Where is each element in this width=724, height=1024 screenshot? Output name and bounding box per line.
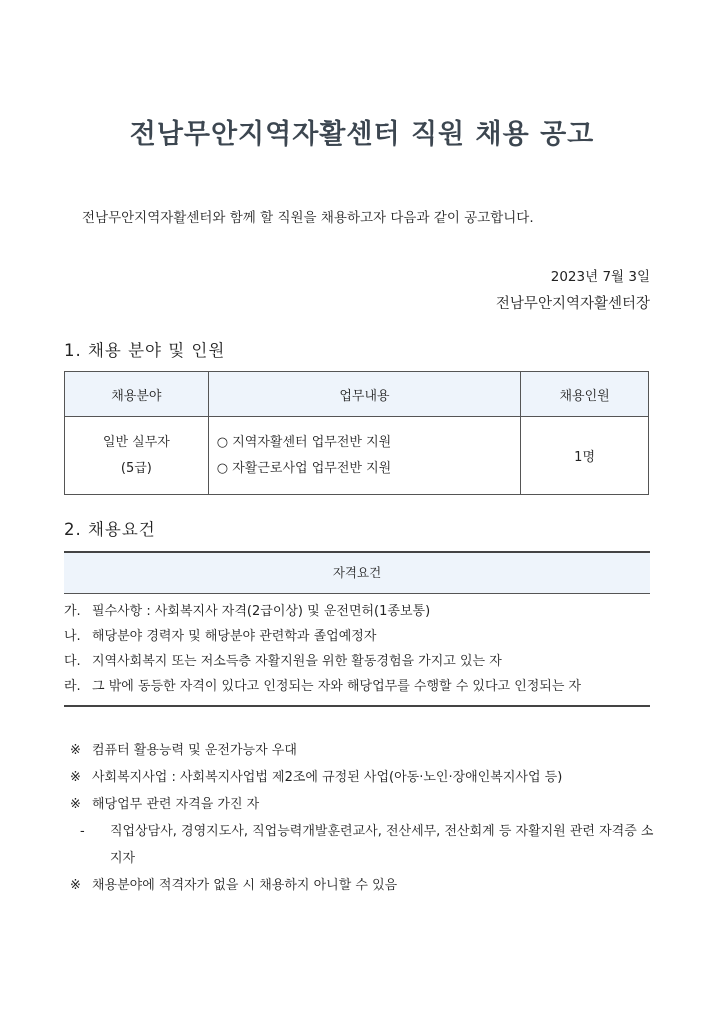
field-grade: (5급): [120, 460, 152, 476]
recruitment-table: [64, 371, 649, 495]
qualification-header: 자격요건: [64, 553, 650, 594]
item-marker: 다.: [64, 654, 81, 669]
item-text: 필수사항 : 사회복지사 자격(2급이상) 및 운전면허(1종보통): [92, 604, 431, 619]
item-text: 지역사회복지 또는 저소득층 자활지원을 위한 활동경험을 가지고 있는 자: [92, 654, 502, 669]
issuer-name: 전남무안지역자활센터장: [495, 296, 650, 312]
note-text: 컴퓨터 활용능력 및 운전가능자 우대: [92, 743, 297, 758]
cell-duties: [208, 417, 520, 495]
table-header-row: [65, 372, 649, 417]
item-text: 그 밖에 동등한 자격이 있다고 인정되는 자와 해당업무를 수행할 수 있다고 인정되는 자: [92, 679, 582, 694]
duty-item: ○ 자활근로사업 업무전반 지원: [216, 460, 392, 476]
page-title: 전남무안지역자활센터 직원 채용 공고: [129, 119, 595, 150]
note-item: [70, 791, 660, 818]
list-item: [64, 649, 650, 674]
duty-item: ○ 지역자활센터 업무전반 지원: [216, 434, 392, 450]
item-text: 해당분야 경력자 및 해당분야 관련학과 졸업예정자: [92, 629, 377, 644]
section-heading-requirements: 2. 채용요건: [64, 520, 156, 539]
item-marker: 라.: [64, 679, 81, 694]
qualification-box: [64, 551, 650, 707]
qualification-list: [64, 594, 650, 705]
note-text: 채용분야에 적격자가 없을 시 채용하지 아니할 수 있음: [92, 878, 398, 893]
intro-text: 전남무안지역자활센터와 함께 할 직원을 채용하고자 다음과 같이 공고합니다.: [82, 210, 534, 226]
list-item: [64, 599, 650, 624]
note-subitem: [70, 818, 660, 872]
note-marker: -: [80, 824, 85, 839]
section-heading-recruitment: 1. 채용 분야 및 인원: [64, 341, 226, 360]
cell-field: [65, 417, 209, 495]
item-marker: 가.: [64, 604, 81, 619]
item-marker: 나.: [64, 629, 81, 644]
cell-count: 1명: [521, 417, 649, 495]
list-item: [64, 624, 650, 649]
table-header-count: 채용인원: [521, 372, 649, 417]
note-item: [70, 872, 660, 899]
note-marker: ※: [70, 797, 81, 812]
notice-date: 2023년 7월 3일: [550, 269, 650, 285]
table-header-field: 채용분야: [65, 372, 209, 417]
table-header-duties: 업무내용: [208, 372, 520, 417]
note-text: 사회복지사업 : 사회복지사업법 제2조에 규정된 사업(아동·노인·장애인복지사업 등): [92, 770, 563, 785]
note-text: 해당업무 관련 자격을 가진 자: [92, 797, 260, 812]
note-marker: ※: [70, 770, 81, 785]
note-item: [70, 737, 660, 764]
note-item: [70, 764, 660, 791]
table-row: [65, 417, 649, 495]
field-name: 일반 실무자: [102, 434, 170, 450]
note-text: 직업상담사, 경영지도사, 직업능력개발훈련교사, 전산세무, 전산회계 등 자활지원 관련 자격증 소지자: [110, 824, 654, 866]
notes-list: [70, 737, 660, 899]
note-marker: ※: [70, 743, 81, 758]
list-item: [64, 674, 650, 699]
note-marker: ※: [70, 878, 81, 893]
